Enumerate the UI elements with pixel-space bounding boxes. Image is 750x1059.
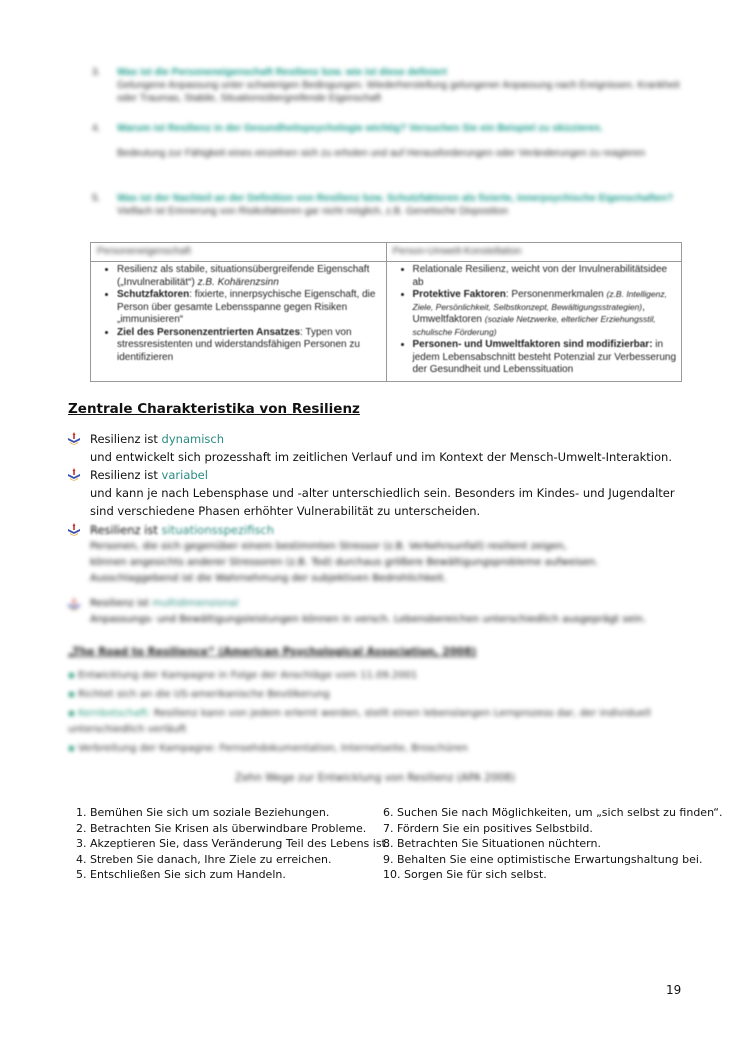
steps-list-right [383,805,722,883]
list-item: 10. Sorgen Sie für sich selbst. [383,868,547,881]
characteristic-variable: Resilienz ist variabel und kann je nach Lebensphase und -alter unterschiedlich sein. Besonders im Kindes- und Jugendalter sind verschiedene Phasen erhöhter Vulnerabilität zu unterscheiden. [68,466,698,520]
answer-text: Vielfach ist Erinnerung von Risikofaktoren gar nicht möglich, z.B. Genetische Disposition [117,206,509,217]
list-item: • Relationale Resilienz, weicht von der Invulnerabilitätsidee ab [413,264,678,289]
arrow-bullet-icon [68,432,80,445]
arrow-bullet-icon [68,523,80,536]
question-5 [92,192,682,218]
page-number: 19 [666,983,682,997]
list-item: • Schutzfaktoren: fixierte, innerpsychische Eigenschaft, die Person über gesamte Lebensspanne gegen Risiken „immunisieren“ [117,289,382,327]
list-item: • Ziel des Personenzentrierten Ansatzes: Typen von stressresistenten und widerstandsfähigen Personen zu identifizieren [117,327,382,365]
question-text: Was ist die Personeneigenschaft Resilienz bzw. wie ist diese definiert [117,67,447,78]
list-item: • Resilienz als stabile, situationsübergreifende Eigenschaft („Invulnerabilität“) z.B. Kohärenzsinn [117,264,382,289]
resilience-comparison-table [90,242,682,382]
question-4 [92,122,682,160]
table-header-person: Personeneigenschaft [91,243,387,262]
section-title: Zentrale Charakteristika von Resilienz [68,401,360,417]
list-item: 2. Betrachten Sie Krisen als überwindbare Probleme. [76,821,367,835]
steps-list-left [76,805,389,883]
answer-text: Gelungene Anpassung unter schwierigen Bedingungen. Wiederherstellung gelungener Anpassung nach Ereignissen. Krankheit oder Traumas, Stabile, Situationsübergreifende Eigenschaft [117,80,680,104]
table-header-person-environment: Person-Umwelt-Konstellation [386,243,682,262]
list-item: ▪ Entwicklung der Kampagne in Folge der Anschläge vom 11.09.2001 [68,670,418,681]
characteristic-situation-specific: Resilienz ist situationsspezifisch Personen, die sich gegenüber einem bestimmten Stressor (z.B. Verkehrsunfall) resilient zeigen, können angesichts anderer Stressoren (z.B. Tod) durchaus größere Bewältigungsprobleme aufweisen. Ausschlaggebend ist die Wahrnehmung der subjektiven Bedrohlichkeit. [68,521,698,587]
campaign-bullets [68,667,668,759]
table-cell-right [386,262,682,382]
arrow-bullet-icon [68,468,80,481]
list-item: ▪ Richtet sich an die US-amerikanische Bevölkerung [68,688,330,700]
question-number: 4. [92,123,101,134]
characteristic-dynamic: Resilienz ist dynamisch und entwickelt sich prozesshaft im zeitlichen Verlauf und im Kontext der Mensch-Umwelt-Interaktion. [68,430,698,466]
arrow-bullet-icon [68,598,80,611]
list-item: 7. Fördern Sie ein positives Selbstbild. [383,821,593,835]
list-item: 4. Streben Sie danach, Ihre Ziele zu erreichen. [76,852,332,866]
list-item: 8. Betrachten Sie Situationen nüchtern. [383,837,601,850]
table-cell-left [91,262,387,382]
list-item: ▪ Kernbotschaft: Resilienz kann von jedem erlernt werden, stellt einen lebenslangen Lernprozess dar, der individuell unterschiedlich verläuft [68,708,651,735]
steps-caption: Zehn Wege zur Entwicklung von Resilienz (APA 2008) [234,772,516,784]
list-item: ▪ Verbreitung der Kampagne: Fernsehdokumentation, Internetseite, Broschüren [68,743,468,754]
campaign-title: „The Road to Resilience“ (American Psychological Association, 2008) [68,646,477,658]
list-item: 1. Bemühen Sie sich um soziale Beziehungen. [76,806,330,819]
list-item: • Personen- und Umweltfaktoren sind modifizierbar: in jedem Lebensabschnitt besteht Potenzial zur Verbesserung der Gesundheit und Lebenssituation [413,339,678,377]
list-item: 9. Behalten Sie eine optimistische Erwartungshaltung bei. [383,852,703,866]
question-number: 3. [92,67,101,78]
answer-text: Bedeutung zur Fähigkeit eines einzelnen sich zu erholen und auf Herausforderungen oder Veränderungen zu reagieren [117,148,646,159]
question-text: Warum ist Resilienz in der Gesundheitspsychologie wichtig? Versuchen Sie ein Beispiel zu skizzieren. [117,123,603,134]
list-item: 6. Suchen Sie nach Möglichkeiten, um „sich selbst zu finden“. [383,806,723,819]
question-text: Was ist der Nachteil an der Definition von Resilienz bzw. Schutzfaktoren als fixierte, innerpsychische Eigenschaften? [117,193,674,204]
list-item: • Protektive Faktoren: Personenmerkmalen (z.B. Intelligenz, Ziele, Persönlichkeit, Selbstkonzept, Bewältigungsstrategien), Umweltfaktoren (soziale Netzwerke, elterlicher Erziehungsstil, schulische Förderung) [413,289,678,339]
list-item: 3. Akzeptieren Sie, dass Veränderung Teil des Lebens ist. [76,837,390,850]
list-item: 5. Entschließen Sie sich zum Handeln. [76,868,286,881]
characteristic-multidimensional: Resilienz ist multidimensional Anpassungs- und Bewältigungsleistungen können in versch. Lebensbereichen unterschiedlich ausgeprägt sein. [68,596,698,628]
question-number: 5. [92,193,101,204]
question-3 [92,66,682,105]
